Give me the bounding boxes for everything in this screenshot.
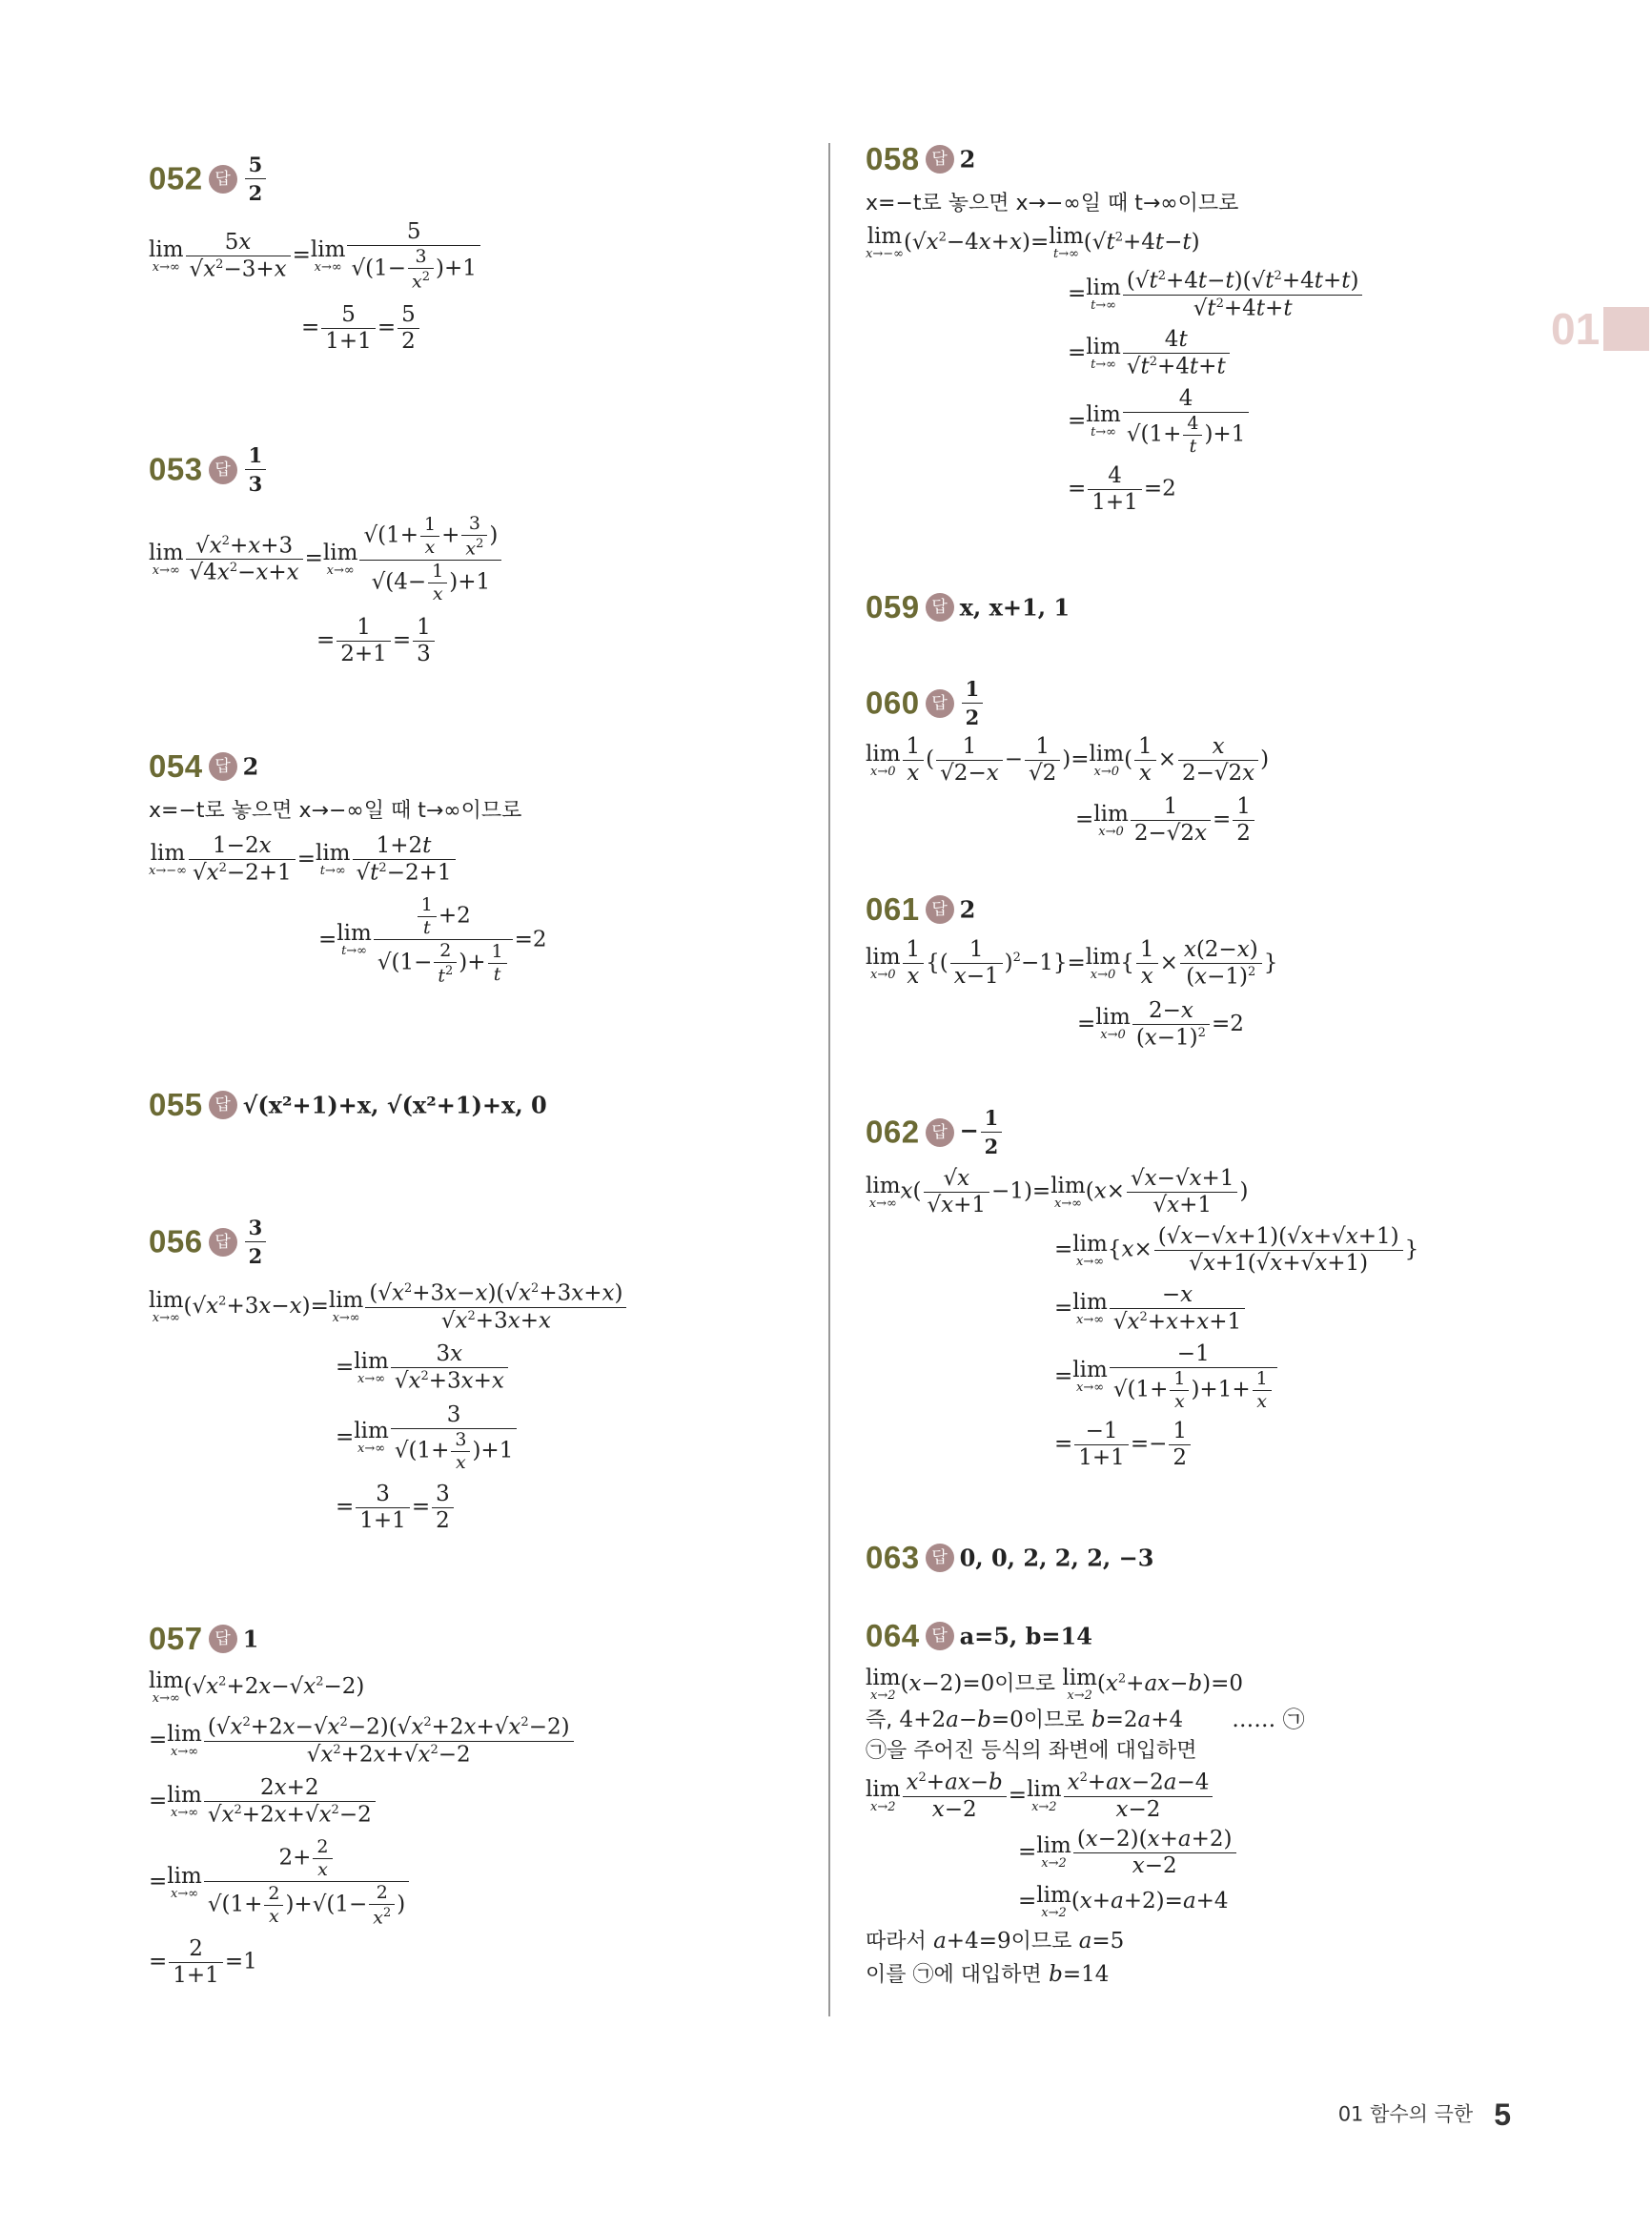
solution-064: lim x→2 (x−2)=0이므로 lim x→2 $(x^2+ax-b)=0$ 즉, 4+2a−b=0이므로 b=2a+4 …… ㉠ ㉠을 주어진 등식의 좌변에 대입하면 lim x→2 $\frac{x^2+ax-b}{x-2}$ = lim x→2 $\frac{x^2+ax-2a-4}{x-2}$ = lim x→2 $\frac{(x-2)(x+a+2)}{x-2}$ = lim x→2 (x+a+2)=a+4 따라서 a+4=9이므로 a=5 이를 ㉠에 대입하면 b=14 [866,1666,1305,1987]
problem-number: 055 [149,1087,203,1122]
problem-062 [866,1106,1419,1470]
answer-value: $\frac{5}{2}$ [243,163,269,191]
answer-badge: 답 [926,895,954,924]
problem-number: 062 [866,1114,920,1150]
solution-058: x=−t로 놓으면 x→−∞일 때 t→∞이므로 lim x→−∞ $(√x^2-4x+x)=$ lim t→∞ $(√t^2+4t-t)$ = lim t→∞ $\frac{(√t^2+4t-t)(√t^2+4t+t)}{√t^2+4t+t}$ = lim t→∞ $\frac{4t}{√t^2+4t+t}$ = lim t→∞ 4 √(1+ $\frac{4}{t}$ )+1 = $\frac{4}{1+1}$ =2 [866,194,1364,514]
problem-number: 056 [149,1223,203,1259]
problem-055 [149,1087,547,1123]
answer-badge: 답 [209,1228,237,1257]
problem-061 [866,891,1278,1051]
problem-058 [866,141,1359,515]
solution-061: lim x→0 $\frac{1}{x}$ {( $\frac{1}{x-1}$ )$^2$−1}= lim x→0 { $\frac{1}{x}$ × $\frac{x(2-x)}{(x-1)^2}$ } = lim x→0 $\frac{2-x}{(x-1)^2}$ =2 [866,937,1278,1051]
solution-062: lim x→∞ x( $\frac{√x}{√x+1}$ −1)= lim x→∞ (x× $\frac{√x-√x+1}{√x+1}$ ) = lim x→∞ {x× $\frac{(√x-√x+1)(√x+√x+1)}{√x+1(√x+√x+1)}$ } = lim x→∞ $\frac{-x}{√x^2+x+x+1}$ = lim x→∞ −1 √(1+ $\frac{1}{x}$ )+1+ $\frac{1}{x}$ = $\frac{-1}{1+1}$ =− $\frac{1}{2}$ [866,1166,1419,1470]
column-divider [828,143,830,2016]
problem-064 [866,1618,1305,1987]
answer-value: 2 [242,752,259,781]
answer-value: 2 [959,895,976,924]
problem-052 [149,153,477,355]
problem-053 [149,443,499,667]
problem-056 [149,1216,623,1533]
problem-number: 061 [866,891,920,927]
problem-number: 053 [149,451,203,487]
chapter-tab-marker [1603,307,1649,351]
answer-badge: 답 [926,593,954,622]
solution-060: lim x→0 $\frac{1}{x}$ ( $\frac{1}{√2-x}$ − $\frac{1}{√2}$ )= lim x→0 ( $\frac{1}{x}$ × $\frac{x}{2-√2x}$ ) = lim x→0 $\frac{1}{2-√2x}$ = $\frac{1}{2}$ [866,734,1270,846]
problem-number: 054 [149,748,203,784]
answer-badge: 답 [209,1091,237,1119]
answer-value: 0, 0, 2, 2, 2, −3 [959,1544,1154,1572]
answer-value: √(x²+1)+x, √(x²+1)+x, 0 [242,1091,547,1119]
answer-value: $\frac{1}{2}$ [960,687,986,715]
answer-value: 1 [242,1625,259,1653]
answer-badge: 답 [209,165,237,194]
chapter-tab-number: 01 [1551,304,1601,354]
solution-text: x=−t로 놓으면 x→−∞일 때 t→∞이므로 [866,192,1239,215]
problem-number: 052 [149,160,203,196]
problem-059 [866,589,1070,625]
problem-number: 060 [866,685,920,721]
answer-badge: 답 [926,1118,954,1147]
problem-number: 063 [866,1540,920,1575]
problem-number: 059 [866,589,920,624]
answer-badge: 답 [209,456,237,484]
problem-number: 058 [866,141,920,176]
solution-056: lim x→∞ $(√x^2+3x-x)=$ lim x→∞ $\frac{(√x^2+3x-x)(√x^2+3x+x)}{√x^2+3x+x}$ = lim x→∞ $\frac{3x}{√x^2+3x+x}$ = lim x→∞ 3 √(1+ $\frac{3}{x}$ )+1 = $\frac{3}{1+1}$ = $\frac{3}{2}$ [149,1282,628,1532]
page-footer [1338,2097,1511,2133]
answer-badge: 답 [209,1625,237,1653]
page-number: 5 [1494,2097,1511,2132]
answer-value: a=5, b=14 [959,1622,1092,1650]
answer-value: − $\frac{1}{2}$ [960,1116,1005,1144]
solution-057: lim x→∞ $(√x^2+2x-√x^2-2)$ = lim x→∞ $\frac{(√x^2+2x-√x^2-2)(√x^2+2x+√x^2-2)}{√x^2+2x+√x^2-2}$ = lim x→∞ $\frac{2x+2}{√x^2+2x+√x^2-2}$ = lim x→∞ 2+ $\frac{2}{x}$ √(1+ $\frac{2}{x}$ )+√(1− $\frac{2}{x^2}$ ) = $\frac{2}{1+1}$ =1 [149,1670,576,1987]
solution-052: lim x→∞ $\frac{5x}{√x^2-3+x}$ = lim x→∞ 5 √(1− $\frac{3}{x^2}$ )+1 = $\frac{5}{1+1}$ = $\frac{5}{2}$ [149,221,482,353]
problem-057 [149,1621,570,1989]
problem-063 [866,1540,1153,1576]
problem-060 [866,677,1270,846]
chapter-tab [1551,303,1649,355]
answer-badge: 답 [926,689,954,718]
answer-badge: 답 [926,145,954,174]
problem-054 [149,748,547,986]
solution-text: x=−t로 놓으면 x→−∞일 때 t→∞이므로 [149,799,522,823]
answer-value: $\frac{3}{2}$ [243,1226,269,1254]
answer-badge: 답 [209,752,237,781]
answer-value: $\frac{1}{3}$ [243,454,269,481]
answer-value: 2 [959,145,976,174]
answer-badge: 답 [926,1544,954,1572]
problem-number: 057 [149,1621,203,1656]
answer-value: x, x+1, 1 [959,593,1071,622]
problem-number: 064 [866,1618,920,1653]
solution-053: lim x→∞ $\frac{√x^2+x+3}{√4x^2-x+x}$ = lim x→∞ √(1+ $\frac{1}{x}$ + $\frac{3}{x^2}$ ) √(4− $\frac{1}{x}$ )+1 = $\frac{1}{2+1}$ = $\frac{1}{3}$ [149,515,503,665]
solution-054: x=−t로 놓으면 x→−∞일 때 t→∞이므로 lim x→−∞ $\frac{1-2x}{√x^2-2+1}$ = lim t→∞ $\frac{1+2t}{√t^2-2+1}$ = lim t→∞ $\frac{1}{t}$ +2 √(1− $\frac{2}{t^2}$ )+ $\frac{1}{t}$ =2 [149,799,547,986]
answer-badge: 답 [926,1622,954,1650]
footer-section-title: 01 함수의 극한 [1337,2102,1474,2126]
